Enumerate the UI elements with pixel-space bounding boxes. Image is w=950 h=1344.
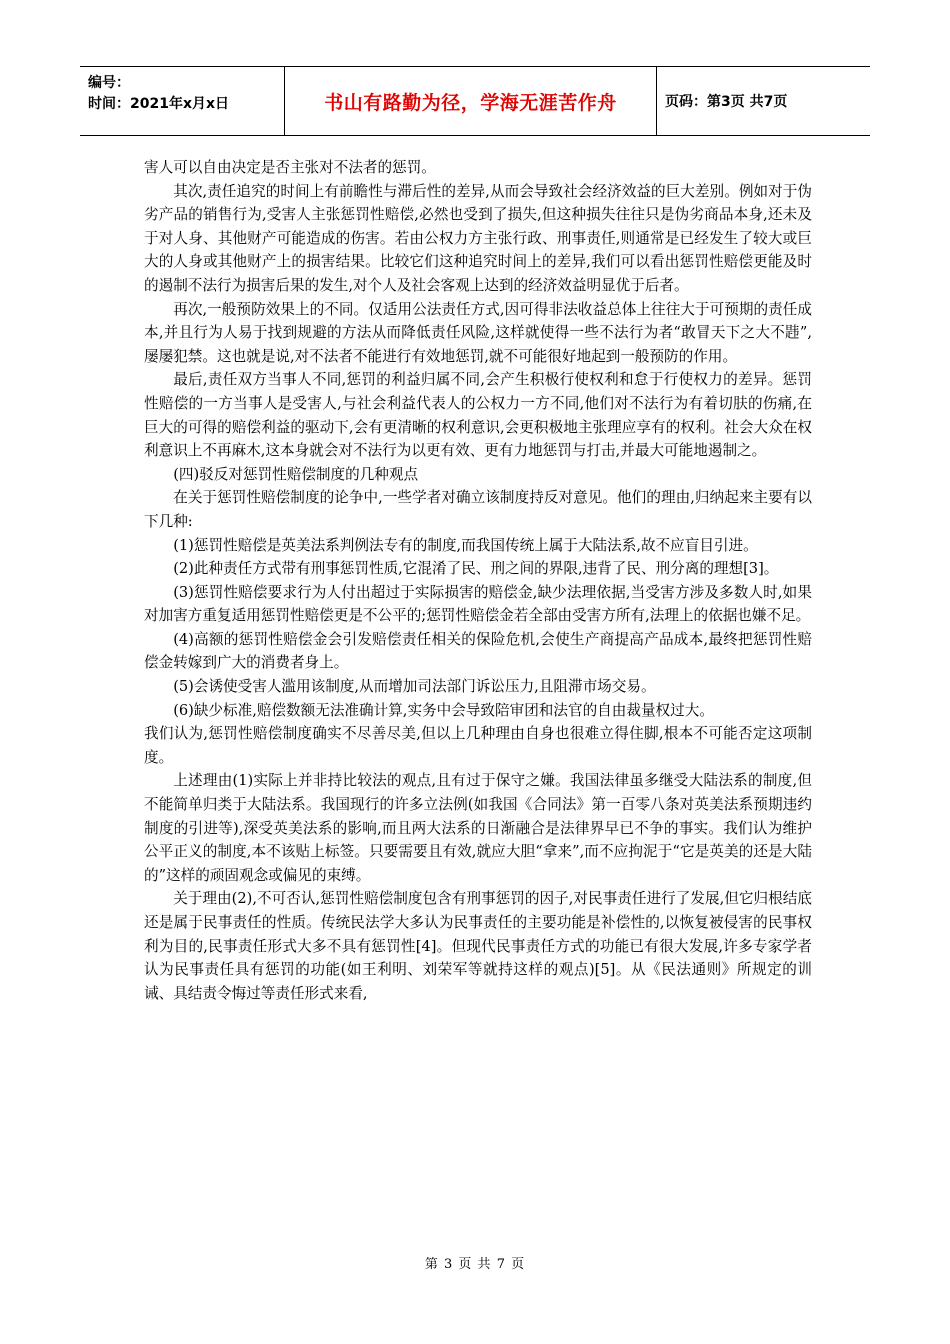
paragraph: 其次,责任追究的时间上有前瞻性与滞后性的差异,从而会导致社会经济效益的巨大差别。例如对于伪劣产品的销售行为,受害人主张惩罚性赔偿,必然也受到了损失,但这种损失往往只是伪劣商品本身,还未及于对人身、其他财产可能造成的伤害。若由公权力方主张行政、刑事责任,则通常是已经发生了较大或巨大的人身或其他财产上的损害结果。比较它们这种追究时间上的差异,我们可以看出惩罚性赔偿更能及时的遏制不法行为损害后果的发生,对个人及社会客观上达到的经济效益明显优于后者。 (144, 182, 812, 294)
paragraph: (四)驳反对惩罚性赔偿制度的几种观点 (173, 465, 419, 483)
paragraph: (6)缺少标准,赔偿数额无法准确计算,实务中会导致陪审团和法官的自由裁量权过大。 (173, 701, 714, 719)
page-header (80, 66, 870, 136)
header-page-number: 页码：第3页 共7页 (665, 94, 788, 110)
document-body (144, 156, 812, 1005)
paragraph: 再次,一般预防效果上的不同。仅适用公法责任方式,因可得非法收益总体上往往大于可预期的责任成本,并且行为人易于找到规避的方法从而降低责任风险,这样就使得一些不法行为者“敢冒天下之大不韪”,屡屡犯禁。这也就是说,对不法者不能进行有效地惩罚,就不可能很好地起到一般预防的作用。 (144, 300, 812, 365)
paragraph: 在关于惩罚性赔偿制度的论争中,一些学者对确立该制度持反对意见。他们的理由,归纳起来主要有以下几种: (144, 489, 812, 530)
paragraph: 关于理由(2),不可否认,惩罚性赔偿制度包含有刑事惩罚的因子,对民事责任进行了发展,但它归根结底还是属于民事责任的性质。传统民法学大多认为民事责任的主要功能是补偿性的,以恢复被侵害的民事权利为目的,民事责任形式大多不具有惩罚性[4]。但现代民事责任方式的功能已有很大发展,许多专家学者认为民事责任具有惩罚的功能(如王利明、刘荣军等就持这样的观点)[5]。从《民法通则》所规定的训诫、具结责令悔过等责任形式来看, (144, 890, 812, 1002)
paragraph: 上述理由(1)实际上并非持比较法的观点,且有过于保守之嫌。我国法律虽多继受大陆法系的制度,但不能简单归类于大陆法系。我国现行的许多立法例(如我国《合同法》第一百零八条对英美法系预期违约制度的引进等),深受英美法系的影响,而且两大法系的日渐融合是法律界早已不争的事实。我们认为维护公平正义的制度,本不该贴上标签。只要需要且有效,就应大胆“拿来”,而不应拘泥于“它是英美的还是大陆的”这样的顽固观念或偏见的束缚。 (144, 772, 812, 884)
document-number: 编号： (88, 75, 130, 91)
header-motto: 书山有路勤为径，学海无涯苦作舟 (285, 67, 657, 135)
page-footer: 第 3 页 共 7 页 (424, 1257, 526, 1272)
paragraph: (3)惩罚性赔偿要求行为人付出超过于实际损害的赔偿金,缺少法理依据,当受害方涉及多数人时,如果对加害方重复适用惩罚性赔偿更是不公平的;惩罚性赔偿金若全部由受害方所有,法理上的依据也嫌不足。 (144, 583, 812, 625)
paragraph: (4)高额的惩罚性赔偿金会引发赔偿责任相关的保险危机,会使生产商提高产品成本,最终把惩罚性赔偿金转嫁到广大的消费者身上。 (144, 630, 812, 672)
paragraph: (5)会诱使受害人滥用该制度,从而增加司法部门诉讼压力,且阻滞市场交易。 (173, 678, 656, 696)
paragraph: (2)此种责任方式带有刑事惩罚性质,它混淆了民、刑之间的界限,违背了民、刑分离的理想[3]。 (173, 560, 779, 578)
header-meta (80, 67, 285, 135)
paragraph: 我们认为,惩罚性赔偿制度确实不尽善尽美,但以上几种理由自身也很难立得住脚,根本不可能否定这项制度。 (144, 725, 812, 766)
document-date: 时间：2021年x月x日 (88, 96, 230, 112)
paragraph: 最后,责任双方当事人不同,惩罚的利益归属不同,会产生积极行使权利和怠于行使权力的差异。惩罚性赔偿的一方当事人是受害人,与社会利益代表人的公权力一方不同,他们对不法行为有着切肤的伤痛,在巨大的可得的赔偿利益的驱动下,会有更清晰的权利意识,会更积极地主张理应享有的权利。社会大众在权利意识上不再麻木,这本身就会对不法行为以更有效、更有力地惩罚与打击,并最大可能地遏制之。 (144, 371, 812, 460)
paragraph: 害人可以自由决定是否主张对不法者的惩罚。 (144, 159, 436, 176)
paragraph: (1)惩罚性赔偿是英美法系判例法专有的制度,而我国传统上属于大陆法系,故不应盲目引进。 (173, 536, 758, 554)
